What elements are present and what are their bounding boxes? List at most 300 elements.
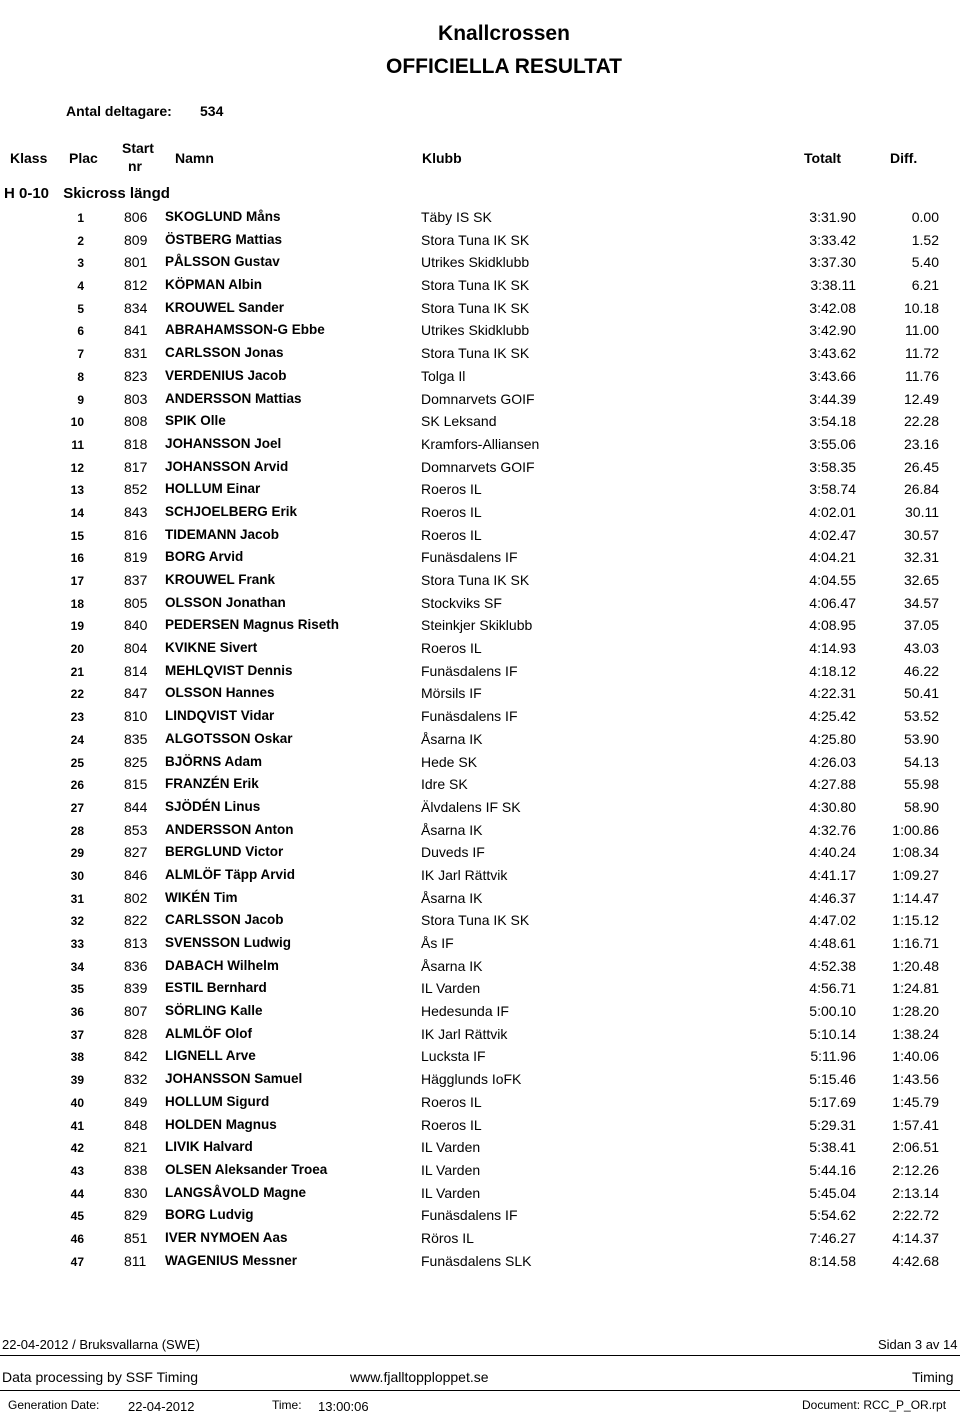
table-row [0,614,960,637]
athlete-name-cell: WAGENIUS Messner [165,1252,298,1268]
place-cell: 11 [71,437,84,452]
table-row [0,1114,960,1137]
table-row [0,319,960,342]
club-cell: Stora Tuna IK SK [421,299,530,316]
start-number-cell: 810 [124,708,148,725]
club-cell: Domnarvets GOIF [421,458,535,475]
place-cell: 25 [70,755,84,770]
table-row [0,819,960,842]
total-time-cell: 4:32.76 [809,821,856,838]
start-number-cell: 816 [124,526,148,543]
total-time-cell: 5:54.62 [809,1207,856,1224]
total-time-cell: 4:48.61 [809,935,856,951]
place-cell: 2 [77,233,84,248]
place-cell: 27 [70,800,84,815]
table-row [0,342,960,365]
club-cell: Hede SK [421,753,478,770]
start-number-cell: 801 [124,254,148,271]
athlete-name-cell: ABRAHAMSSON-G Ebbe [165,322,325,338]
total-time-cell: 3:43.62 [809,345,856,362]
place-cell: 32 [70,914,84,929]
time-diff-cell: 26.45 [903,458,939,475]
col-header-namn: Namn [175,150,214,166]
total-time-cell: 3:54.18 [809,413,856,430]
time-diff-cell: 10.18 [903,299,939,316]
time-diff-cell: 53.52 [903,708,939,725]
total-time-cell: 4:25.80 [809,730,856,747]
total-time-cell: 3:37.30 [809,254,856,271]
club-cell: Roeros IL [421,526,482,543]
time-diff-cell: 12.49 [903,390,939,407]
start-number-cell: 802 [124,889,148,906]
start-number-cell: 828 [124,1025,148,1042]
club-cell: Åsarna IK [421,730,483,747]
club-cell: Lucksta IF [421,1048,486,1065]
place-cell: 6 [77,324,84,339]
start-number-cell: 837 [124,572,148,588]
time-diff-cell: 11.76 [905,367,939,384]
class-section-header [4,185,170,202]
col-header-klubb: Klubb [422,150,462,166]
time-diff-cell: 2:12.26 [892,1161,939,1178]
place-cell: 46 [70,1231,84,1246]
total-time-cell: 5:17.69 [809,1093,856,1110]
total-time-cell: 4:26.03 [809,753,856,770]
club-cell: Åsarna IK [421,889,483,906]
athlete-name-cell: BORG Arvid [165,549,244,565]
athlete-name-cell: OLSEN Aleksander Troea [165,1161,328,1177]
start-number-cell: 815 [124,776,148,793]
total-time-cell: 3:42.08 [809,299,856,316]
club-cell: Älvdalens IF SK [421,798,521,815]
athlete-name-cell: IVER NYMOEN Aas [165,1229,288,1245]
club-cell: Ås IF [421,935,454,951]
start-number-cell: 819 [124,549,148,566]
time-diff-cell: 50.41 [903,685,939,702]
start-number-cell: 852 [124,481,148,498]
total-time-cell: 4:18.12 [809,662,856,679]
table-row [0,1068,960,1091]
total-time-cell: 3:43.66 [809,367,856,384]
time-diff-cell: 1:08.34 [892,844,939,861]
start-number-cell: 848 [124,1116,148,1133]
athlete-name-cell: WIKÉN Tim [165,889,238,905]
time-diff-cell: 6.21 [911,277,939,294]
table-row [0,1204,960,1227]
athlete-name-cell: SPIK Olle [165,413,226,429]
place-cell: 45 [70,1209,84,1224]
total-time-cell: 3:38.11 [810,277,856,294]
time-diff-cell: 53.90 [903,730,939,747]
time-diff-cell: 1:14.47 [892,889,939,906]
total-time-cell: 5:15.46 [809,1071,856,1088]
table-row [0,932,960,955]
time-diff-cell: 4:42.68 [892,1252,939,1269]
time-diff-cell: 1:20.48 [892,957,939,974]
start-number-cell: 843 [124,503,148,520]
table-row [0,229,960,252]
class-discipline: Skicross längd [63,185,170,202]
place-cell: 8 [77,369,84,384]
place-cell: 18 [70,596,84,611]
athlete-name-cell: KVIKNE Sivert [165,640,258,656]
start-number-cell: 846 [124,866,148,883]
total-time-cell: 3:58.74 [809,481,856,498]
start-number-cell: 830 [124,1184,148,1201]
time-diff-cell: 30.11 [905,503,939,520]
total-time-cell: 4:02.47 [809,526,856,543]
athlete-name-cell: OLSSON Jonathan [165,594,286,610]
club-cell: Kramfors-Alliansen [421,435,540,452]
athlete-name-cell: ÖSTBERG Mattias [165,231,283,247]
place-cell: 13 [70,483,84,498]
time-diff-cell: 2:13.14 [892,1184,939,1201]
place-cell: 22 [70,687,84,702]
results-table [0,206,960,1272]
total-time-cell: 7:46.27 [809,1229,856,1246]
table-row [0,682,960,705]
start-number-cell: 809 [124,231,148,248]
athlete-name-cell: CARLSSON Jonas [165,345,284,361]
time-diff-cell: 2:06.51 [892,1139,939,1156]
place-cell: 28 [70,823,84,838]
athlete-name-cell: OLSSON Hannes [165,685,275,701]
class-code: H 0-10 [4,185,50,202]
time-diff-cell: 4:14.37 [892,1229,939,1246]
table-row [0,887,960,910]
total-time-cell: 5:44.16 [809,1161,856,1178]
athlete-name-cell: LINDQVIST Vidar [165,708,275,724]
start-number-cell: 838 [124,1161,148,1178]
footer-divider-bottom [0,1390,960,1391]
club-cell: Roeros IL [421,481,482,498]
table-row [0,388,960,411]
table-row [0,501,960,524]
athlete-name-cell: LANGSÅVOLD Magne [165,1184,307,1200]
club-cell: IK Jarl Rättvik [421,866,508,883]
start-number-cell: 812 [124,277,148,294]
table-row [0,751,960,774]
start-number-cell: 840 [124,617,148,634]
athlete-name-cell: ALMLÖF Olof [165,1025,252,1041]
athlete-name-cell: ESTIL Bernhard [165,980,267,996]
place-cell: 21 [70,664,84,679]
start-number-cell: 842 [124,1048,148,1065]
time-diff-cell: 54.13 [903,753,939,770]
start-number-cell: 818 [124,435,148,452]
table-row [0,1227,960,1250]
club-cell: Funäsdalens IF [421,708,518,725]
table-row [0,773,960,796]
table-row [0,1136,960,1159]
total-time-cell: 5:11.96 [810,1048,856,1065]
place-cell: 39 [70,1073,84,1088]
club-cell: Steinkjer Skiklubb [421,617,533,634]
athlete-name-cell: ANDERSSON Mattias [165,390,302,406]
place-cell: 10 [70,415,84,430]
place-cell: 26 [70,778,84,793]
footer-generation-label: Generation Date: [8,1398,100,1412]
start-number-cell: 827 [124,844,148,861]
footer-page-number: Sidan 3 av 14 [878,1337,958,1352]
time-diff-cell: 22.28 [903,413,939,430]
place-cell: 31 [70,891,84,906]
table-row [0,841,960,864]
total-time-cell: 3:42.90 [809,322,856,339]
total-time-cell: 3:44.39 [809,390,856,407]
club-cell: Åsarna IK [421,821,483,838]
total-time-cell: 4:52.38 [809,957,856,974]
table-row [0,1250,960,1273]
table-row [0,274,960,297]
time-diff-cell: 1:00.86 [892,821,939,838]
club-cell: SK Leksand [421,413,497,430]
start-number-cell: 823 [124,367,148,384]
place-cell: 23 [70,710,84,725]
footer-website-link[interactable]: www.fjalltopploppet.se [350,1369,489,1385]
total-time-cell: 5:45.04 [809,1184,856,1201]
start-number-cell: 822 [124,912,148,929]
place-cell: 12 [70,460,84,475]
start-number-cell: 844 [124,798,148,815]
time-diff-cell: 1:16.71 [892,935,939,951]
table-row [0,410,960,433]
athlete-name-cell: PEDERSEN Magnus Riseth [165,617,340,633]
place-cell: 33 [70,937,84,951]
table-row [0,524,960,547]
total-time-cell: 4:08.95 [809,617,856,634]
place-cell: 40 [70,1095,84,1110]
table-row [0,1045,960,1068]
start-number-cell: 807 [124,1003,148,1020]
place-cell: 3 [77,256,84,271]
page-subtitle: OFFICIELLA RESULTAT [385,55,623,78]
table-row [0,796,960,819]
time-diff-cell: 1:38.24 [892,1025,939,1042]
time-diff-cell: 26.84 [903,481,939,498]
time-diff-cell: 55.98 [903,776,939,793]
athlete-name-cell: ALGOTSSON Oskar [165,730,293,746]
club-cell: Stora Tuna IK SK [421,277,530,294]
total-time-cell: 4:40.24 [809,844,856,861]
table-row [0,297,960,320]
place-cell: 35 [70,982,84,997]
start-number-cell: 811 [124,1252,147,1269]
time-diff-cell: 1:57.41 [892,1116,939,1133]
place-cell: 19 [70,619,84,634]
participants-count: 534 [200,103,224,119]
club-cell: Idre SK [421,776,468,793]
place-cell: 17 [70,574,84,588]
place-cell: 29 [70,846,84,861]
start-number-cell: 836 [124,957,148,974]
athlete-name-cell: SCHJOELBERG Erik [165,503,298,519]
table-row [0,1091,960,1114]
athlete-name-cell: PÅLSSON Gustav [165,254,280,270]
place-cell: 15 [70,528,84,543]
athlete-name-cell: HOLDEN Magnus [165,1116,277,1132]
place-cell: 34 [70,959,84,974]
place-cell: 44 [70,1186,84,1201]
club-cell: Roeros IL [421,1116,482,1133]
athlete-name-cell: ANDERSSON Anton [165,821,294,837]
time-diff-cell: 1.52 [911,231,939,248]
start-number-cell: 853 [124,821,148,838]
total-time-cell: 8:14.58 [809,1252,856,1269]
table-row [0,365,960,388]
time-diff-cell: 1:15.12 [892,912,939,929]
total-time-cell: 4:46.37 [809,889,856,906]
table-row [0,660,960,683]
start-number-cell: 804 [124,640,148,657]
total-time-cell: 3:55.06 [809,435,856,452]
start-number-cell: 813 [124,935,148,951]
place-cell: 16 [70,551,84,566]
table-row [0,1159,960,1182]
athlete-name-cell: CARLSSON Jacob [165,912,284,928]
total-time-cell: 5:29.31 [809,1116,856,1133]
place-cell: 9 [77,392,84,407]
time-diff-cell: 46.22 [903,662,939,679]
place-cell: 20 [70,642,84,657]
total-time-cell: 5:38.41 [809,1139,856,1156]
table-row [0,909,960,932]
time-diff-cell: 1:45.79 [892,1093,939,1110]
place-cell: 1 [77,211,84,225]
table-row [0,637,960,660]
club-cell: IL Varden [421,980,481,997]
athlete-name-cell: BORG Ludvig [165,1207,254,1223]
footer-timing: Timing [912,1369,954,1385]
footer-date-place: 22-04-2012 / Bruksvallarna (SWE) [2,1337,200,1352]
start-number-cell: 849 [124,1093,148,1110]
athlete-name-cell: KROUWEL Sander [165,299,285,315]
start-number-cell: 805 [124,594,148,611]
total-time-cell: 3:33.42 [809,231,856,248]
club-cell: Mörsils IF [421,685,482,702]
footer-time: 13:00:06 [318,1399,369,1414]
table-row [0,1182,960,1205]
table-row [0,705,960,728]
place-cell: 43 [70,1163,84,1178]
table-row [0,728,960,751]
place-cell: 7 [77,347,84,362]
time-diff-cell: 37.05 [903,617,939,634]
participants-label: Antal deltagare: [66,103,172,119]
club-cell: Täby IS SK [421,209,492,225]
athlete-name-cell: JOHANSSON Arvid [165,458,289,474]
club-cell: Hägglunds IoFK [421,1071,522,1088]
col-header-plac: Plac [69,150,98,166]
time-diff-cell: 1:40.06 [892,1048,939,1065]
page-title: Knallcrossen [438,22,570,45]
table-row [0,251,960,274]
time-diff-cell: 11.72 [905,345,939,362]
table-row [0,1000,960,1023]
athlete-name-cell: DABACH Wilhelm [165,957,279,973]
club-cell: Domnarvets GOIF [421,390,535,407]
footer-time-label: Time: [272,1398,302,1412]
time-diff-cell: 43.03 [903,640,939,657]
club-cell: Duveds IF [421,844,485,861]
start-number-cell: 831 [124,345,148,362]
footer-generation-date: 22-04-2012 [128,1399,195,1414]
place-cell: 37 [70,1027,84,1042]
place-cell: 30 [70,868,84,883]
total-time-cell: 4:04.21 [809,549,856,566]
athlete-name-cell: BJÖRNS Adam [165,753,263,769]
club-cell: Funäsdalens IF [421,549,518,566]
club-cell: Roeros IL [421,1093,482,1110]
place-cell: 5 [77,301,84,316]
place-cell: 42 [70,1141,84,1156]
place-cell: 4 [77,279,84,294]
time-diff-cell: 1:09.27 [892,866,939,883]
place-cell: 41 [70,1118,84,1133]
athlete-name-cell: SJÖDÉN Linus [165,798,261,814]
time-diff-cell: 1:24.81 [892,980,939,997]
total-time-cell: 5:00.10 [809,1003,856,1020]
col-header-klass: Klass [10,150,48,166]
total-time-cell: 4:22.31 [809,685,856,702]
club-cell: Stora Tuna IK SK [421,912,530,929]
start-number-cell: 806 [124,209,148,225]
athlete-name-cell: LIGNELL Arve [165,1048,256,1064]
athlete-name-cell: LIVIK Halvard [165,1139,253,1155]
athlete-name-cell: SÖRLING Kalle [165,1003,263,1019]
athlete-name-cell: ALMLÖF Täpp Arvid [165,866,295,882]
club-cell: Stora Tuna IK SK [421,345,530,362]
table-row [0,478,960,501]
club-cell: Funäsdalens SLK [421,1252,532,1269]
table-row [0,206,960,229]
place-cell: 14 [70,505,84,520]
athlete-name-cell: KROUWEL Frank [165,572,276,587]
place-cell: 47 [70,1254,84,1269]
table-row [0,864,960,887]
athlete-name-cell: HOLLUM Einar [165,481,261,497]
col-header-start: Start [122,140,154,156]
time-diff-cell: 1:43.56 [892,1071,939,1088]
athlete-name-cell: FRANZÉN Erik [165,776,259,792]
club-cell: Utrikes Skidklubb [421,254,530,271]
total-time-cell: 3:31.90 [809,209,856,225]
col-header-start-nr: nr [128,158,142,174]
athlete-name-cell: VERDENIUS Jacob [165,367,287,383]
table-row [0,546,960,569]
club-cell: Tolga Il [421,367,466,384]
footer-document: Document: RCC_P_OR.rpt [802,1398,947,1412]
time-diff-cell: 32.31 [903,549,939,566]
start-number-cell: 808 [124,413,148,430]
athlete-name-cell: TIDEMANN Jacob [165,526,280,542]
total-time-cell: 4:56.71 [809,980,856,997]
start-number-cell: 814 [124,662,148,679]
athlete-name-cell: BERGLUND Victor [165,844,284,860]
club-cell: Röros IL [421,1229,474,1246]
start-number-cell: 834 [124,299,148,316]
club-cell: Åsarna IK [421,957,483,974]
time-diff-cell: 32.65 [903,572,939,588]
start-number-cell: 847 [124,685,148,702]
club-cell: Stora Tuna IK SK [421,231,530,248]
place-cell: 38 [70,1050,84,1065]
time-diff-cell: 11.00 [905,322,939,339]
athlete-name-cell: KÖPMAN Albin [165,277,262,293]
club-cell: Funäsdalens IF [421,662,518,679]
total-time-cell: 4:27.88 [809,776,856,793]
table-row [0,592,960,615]
